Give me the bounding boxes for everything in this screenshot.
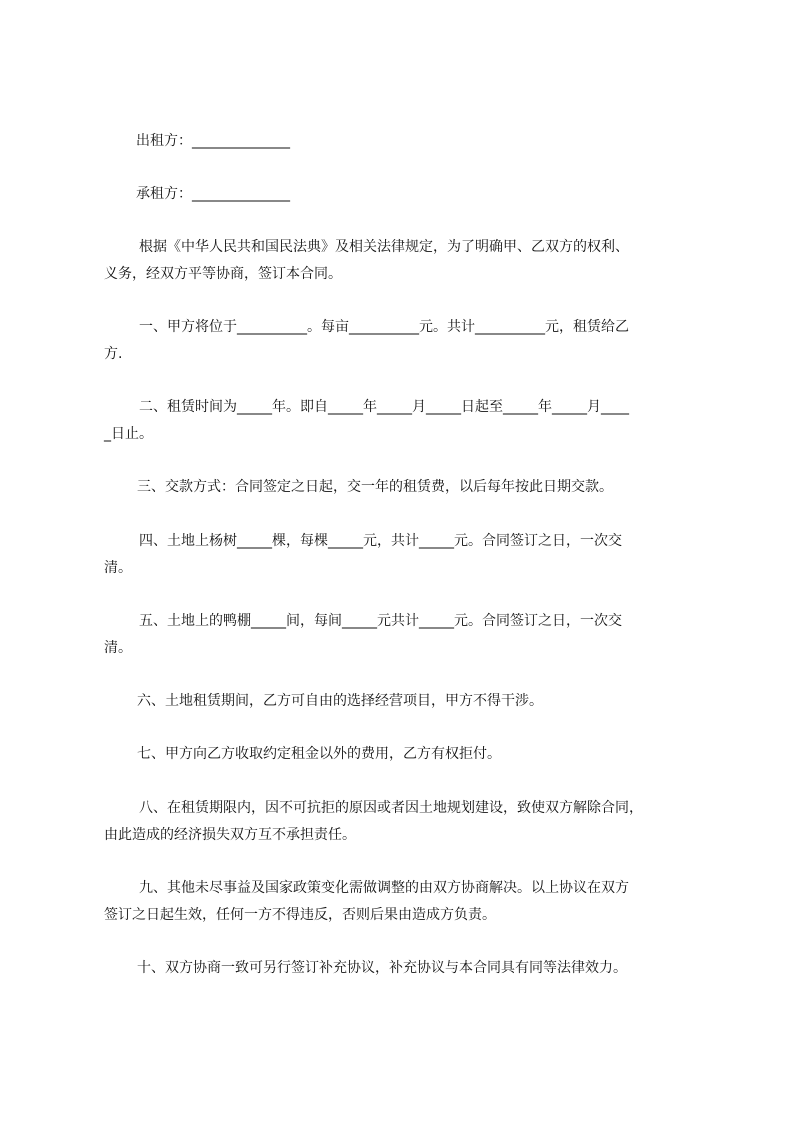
clause4-line-2: 清。 — [104, 560, 132, 576]
clause2-line-1: 二、租赁时间为_____年。即自_____年_____月_____日起至_____年_____月____ — [139, 399, 629, 415]
preamble-line-1: 根据《中华人民共和国民法典》及相关法律规定，为了明确甲、乙双方的权利、 — [139, 239, 629, 255]
clause4-line-1: 四、土地上杨树_____棵，每棵_____元，共计_____元。合同签订之日，一次交 — [139, 533, 622, 549]
clause5-line-1: 五、土地上的鸭棚_____间，每间_____元共计_____元。合同签订之日，一次交 — [139, 613, 622, 629]
clause1-line-1: 一、甲方将位于__________。每亩__________元。共计__________元，租赁给乙 — [139, 319, 629, 335]
clause3-line: 三、交款方式：合同签定之日起，交一年的租赁费，以后每年按此日期交款。 — [137, 479, 613, 495]
clause10-line: 十、双方协商一致可另行签订补充协议，补充协议与本合同具有同等法律效力。 — [137, 960, 627, 976]
preamble-line-2: 义务，经双方平等协商，签订本合同。 — [104, 266, 342, 282]
clause6-line: 六、土地租赁期间，乙方可自由的选择经营项目，甲方不得干涉。 — [137, 693, 543, 709]
clause2-line-2: _日止。 — [104, 426, 153, 442]
clause7-line: 七、甲方向乙方收取约定租金以外的费用，乙方有权拒付。 — [137, 746, 501, 762]
clause9-line-2: 签订之日起生效，任何一方不得违反，否则后果由造成方负责。 — [104, 907, 496, 923]
lessor-line: 出租方：______________ — [136, 133, 290, 149]
lessee-line: 承租方：______________ — [136, 186, 290, 202]
clause8-line-1: 八、在租赁期限内，因不可抗拒的原因或者因土地规划建设，致使双方解除合同， — [139, 800, 643, 816]
clause9-line-1: 九、其他未尽事益及国家政策变化需做调整的由双方协商解决。以上协议在双方 — [139, 880, 629, 896]
clause5-line-2: 清。 — [104, 640, 132, 656]
clause8-line-2: 由此造成的经济损失双方互不承担责任。 — [104, 827, 356, 843]
clause1-line-2: 方. — [104, 346, 123, 362]
